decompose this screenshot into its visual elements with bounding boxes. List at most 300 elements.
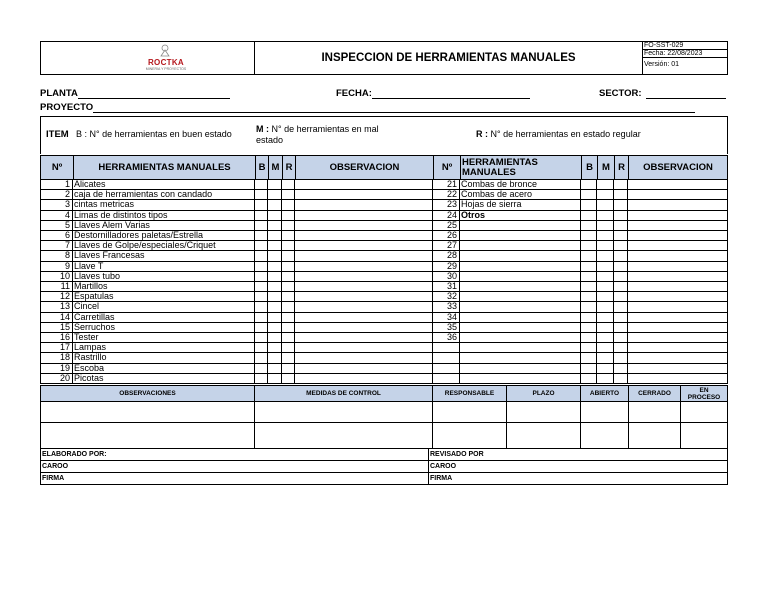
item-number: 29 (433, 262, 460, 272)
observation-cell[interactable] (628, 282, 726, 292)
b-check-cell[interactable] (581, 221, 597, 231)
item-name (460, 251, 581, 261)
m-check-cell[interactable] (268, 241, 282, 251)
m-check-cell[interactable] (268, 200, 282, 210)
item-number: 31 (433, 282, 460, 292)
cargo-right-label: CAROO (430, 463, 457, 470)
item-name (460, 221, 581, 231)
observation-cell[interactable] (295, 292, 433, 302)
b-check-cell[interactable] (255, 302, 268, 312)
item-number: 18 (40, 353, 73, 363)
item-number: 21 (433, 180, 460, 190)
b-check-cell[interactable] (255, 353, 268, 363)
m-check-cell[interactable] (597, 251, 614, 261)
form-title: INSPECCION DE HERRAMIENTAS MANUALES (255, 42, 643, 74)
item-number: 1 (40, 180, 73, 190)
m-check-cell[interactable] (597, 272, 614, 282)
r-check-cell[interactable] (614, 200, 628, 210)
table-row (40, 364, 728, 374)
observation-cell[interactable] (295, 251, 433, 261)
b-check-cell[interactable] (581, 190, 597, 200)
item-number: 9 (40, 262, 73, 272)
m-check-cell[interactable] (597, 211, 614, 221)
b-check-cell[interactable] (581, 272, 597, 282)
observation-cell[interactable] (628, 180, 726, 190)
signature-row-firma[interactable] (41, 473, 727, 485)
r-check-cell[interactable] (282, 262, 295, 272)
item-number: 2 (40, 190, 73, 200)
item-name: Llaves de Golpe/especiales/Criquet (73, 241, 255, 251)
planta-label: PLANTA (40, 88, 78, 99)
b-check-cell[interactable] (581, 343, 597, 353)
r-check-cell[interactable] (614, 364, 628, 374)
item-name: Alicates (73, 180, 255, 190)
b-check-cell[interactable] (255, 262, 268, 272)
b-check-cell[interactable] (581, 313, 597, 323)
signature-row-elaborado[interactable] (41, 449, 727, 461)
obs-cell-observaciones[interactable] (41, 402, 255, 448)
b-check-cell[interactable] (581, 200, 597, 210)
b-check-cell[interactable] (581, 241, 597, 251)
item-number: 17 (40, 343, 73, 353)
legend-r-text: N° de herramientas en estado regular (490, 129, 641, 139)
table-row (40, 353, 728, 363)
logo-cell (41, 42, 255, 74)
r-check-cell[interactable] (282, 282, 295, 292)
obs-header-observaciones: OBSERVACIONES (41, 386, 255, 401)
r-check-cell[interactable] (614, 221, 628, 231)
table-row (40, 190, 728, 200)
legend-m-text: N° de herramientas en mal (271, 124, 379, 134)
m-check-cell[interactable] (268, 251, 282, 261)
m-check-cell[interactable] (268, 353, 282, 363)
form-header (40, 41, 728, 75)
r-check-cell[interactable] (282, 313, 295, 323)
table-row (40, 211, 728, 221)
r-check-cell[interactable] (282, 302, 295, 312)
m-check-cell[interactable] (597, 364, 614, 374)
r-check-cell[interactable] (614, 231, 628, 241)
m-check-cell[interactable] (597, 231, 614, 241)
fecha-field[interactable] (336, 88, 530, 99)
item-number: 10 (40, 272, 73, 282)
header-m-left: M (269, 156, 283, 180)
r-check-cell[interactable] (282, 333, 295, 343)
b-check-cell[interactable] (255, 364, 268, 374)
obs-cell-responsable[interactable] (433, 402, 507, 448)
observation-cell[interactable] (628, 221, 726, 231)
observation-cell[interactable] (628, 313, 726, 323)
r-check-cell[interactable] (614, 353, 628, 363)
b-check-cell[interactable] (255, 241, 268, 251)
m-check-cell[interactable] (268, 323, 282, 333)
m-check-cell[interactable] (268, 190, 282, 200)
item-name: Escoba (73, 364, 255, 374)
r-check-cell[interactable] (614, 272, 628, 282)
sector-label: SECTOR: (599, 88, 642, 99)
r-check-cell[interactable] (614, 241, 628, 251)
item-number (433, 374, 460, 384)
m-check-cell[interactable] (597, 313, 614, 323)
r-check-cell[interactable] (282, 374, 295, 384)
item-number: 23 (433, 200, 460, 210)
item-name: Carretillas (73, 313, 255, 323)
header-tools-right-2: MANUALES (462, 167, 516, 178)
observation-cell[interactable] (628, 292, 726, 302)
observation-cell[interactable] (295, 313, 433, 323)
item-number (433, 364, 460, 374)
item-name: Limas de distintos tipos (73, 211, 255, 221)
r-check-cell[interactable] (282, 241, 295, 251)
obs-cell-abierto[interactable] (581, 402, 629, 448)
obs-header-cerrado: CERRADO (629, 386, 681, 401)
b-check-cell[interactable] (581, 292, 597, 302)
legend-item: ITEM (46, 129, 69, 140)
m-check-cell[interactable] (268, 231, 282, 241)
b-check-cell[interactable] (255, 200, 268, 210)
item-name (460, 292, 581, 302)
r-check-cell[interactable] (282, 292, 295, 302)
r-check-cell[interactable] (614, 251, 628, 261)
m-check-cell[interactable] (597, 180, 614, 190)
observations-header (41, 386, 727, 402)
b-check-cell[interactable] (255, 272, 268, 282)
item-number: 5 (40, 221, 73, 231)
obs-cell-plazo[interactable] (507, 402, 581, 448)
b-check-cell[interactable] (255, 313, 268, 323)
table-row (40, 231, 728, 241)
header-b-right: B (582, 156, 598, 180)
m-check-cell[interactable] (597, 282, 614, 292)
r-check-cell[interactable] (282, 190, 295, 200)
m-check-cell[interactable] (597, 333, 614, 343)
m-check-cell[interactable] (597, 343, 614, 353)
proyecto-line[interactable] (93, 104, 695, 113)
r-check-cell[interactable] (282, 200, 295, 210)
b-check-cell[interactable] (581, 323, 597, 333)
header-obs-right: OBSERVACION (643, 162, 713, 173)
item-number: 19 (40, 364, 73, 374)
observation-cell[interactable] (295, 221, 433, 231)
m-check-cell[interactable] (597, 302, 614, 312)
r-check-cell[interactable] (282, 323, 295, 333)
item-number: 12 (40, 292, 73, 302)
header-r-left: R (283, 156, 296, 180)
observation-cell[interactable] (628, 262, 726, 272)
observation-cell[interactable] (628, 374, 726, 384)
m-check-cell[interactable] (597, 190, 614, 200)
b-check-cell[interactable] (581, 231, 597, 241)
observation-cell[interactable] (628, 343, 726, 353)
observation-cell[interactable] (295, 282, 433, 292)
observations-section (40, 385, 728, 449)
b-check-cell[interactable] (255, 211, 268, 221)
b-check-cell[interactable] (255, 180, 268, 190)
table-row (40, 292, 728, 302)
r-check-cell[interactable] (614, 190, 628, 200)
observation-cell[interactable] (295, 262, 433, 272)
item-name: caja de herramientas con candado (73, 190, 255, 200)
table-row (40, 241, 728, 251)
logo-icon (159, 44, 171, 57)
table-row (40, 343, 728, 353)
m-check-cell[interactable] (597, 292, 614, 302)
r-check-cell[interactable] (614, 313, 628, 323)
observation-cell[interactable] (628, 272, 726, 282)
b-check-cell[interactable] (581, 364, 597, 374)
b-check-cell[interactable] (581, 282, 597, 292)
observation-cell[interactable] (295, 364, 433, 374)
observation-cell[interactable] (295, 272, 433, 282)
observation-cell[interactable] (628, 302, 726, 312)
m-check-cell[interactable] (268, 282, 282, 292)
observation-cell[interactable] (295, 231, 433, 241)
item-number: 25 (433, 221, 460, 231)
observation-cell[interactable] (628, 211, 726, 221)
item-number: 20 (40, 374, 73, 384)
header-num-left: Nº (41, 156, 74, 180)
b-check-cell[interactable] (255, 231, 268, 241)
item-name: Llaves Alem Varias (73, 221, 255, 231)
item-name: Llaves Francesas (73, 251, 255, 261)
table-row (40, 323, 728, 333)
m-check-cell[interactable] (597, 323, 614, 333)
b-check-cell[interactable] (581, 374, 597, 384)
r-check-cell[interactable] (614, 302, 628, 312)
sector-field[interactable] (599, 88, 726, 99)
observation-cell[interactable] (628, 231, 726, 241)
r-check-cell[interactable] (282, 180, 295, 190)
observation-cell[interactable] (295, 343, 433, 353)
item-number (433, 343, 460, 353)
r-check-cell[interactable] (614, 374, 628, 384)
observation-cell[interactable] (295, 323, 433, 333)
observation-cell[interactable] (295, 190, 433, 200)
signature-row-cargo[interactable] (41, 461, 727, 473)
observation-cell[interactable] (295, 374, 433, 384)
m-check-cell[interactable] (268, 374, 282, 384)
item-name (460, 241, 581, 251)
b-check-cell[interactable] (255, 251, 268, 261)
item-number: 11 (40, 282, 73, 292)
item-name (460, 262, 581, 272)
m-check-cell[interactable] (597, 353, 614, 363)
r-check-cell[interactable] (282, 231, 295, 241)
r-check-cell[interactable] (614, 282, 628, 292)
form-meta (643, 42, 727, 74)
signature-section (40, 449, 728, 485)
item-number: 7 (40, 241, 73, 251)
sector-line[interactable] (646, 90, 726, 99)
proyecto-field[interactable] (40, 102, 695, 113)
item-name: Destornilladores paletas/Estrella (73, 231, 255, 241)
item-name: Serruchos (73, 323, 255, 333)
item-number: 16 (40, 333, 73, 343)
table-row (40, 272, 728, 282)
r-check-cell[interactable] (282, 211, 295, 221)
item-name: Combas de bronce (460, 180, 581, 190)
item-number: 13 (40, 302, 73, 312)
header-r-right: R (615, 156, 629, 180)
item-number: 3 (40, 200, 73, 210)
observation-cell[interactable] (628, 353, 726, 363)
m-check-cell[interactable] (597, 221, 614, 231)
planta-line[interactable] (78, 90, 230, 99)
planta-field[interactable] (40, 88, 230, 99)
b-check-cell[interactable] (581, 333, 597, 343)
observation-cell[interactable] (295, 241, 433, 251)
observation-cell[interactable] (628, 251, 726, 261)
item-name (460, 272, 581, 282)
item-name: Llave T (73, 262, 255, 272)
firma-right-label: FIRMA (430, 475, 453, 482)
elaborado-label: ELABORADO POR: (42, 451, 107, 458)
item-number: 22 (433, 190, 460, 200)
m-check-cell[interactable] (597, 241, 614, 251)
item-name: Otros (460, 211, 581, 221)
obs-header-responsable: RESPONSABLE (433, 386, 507, 401)
r-check-cell[interactable] (614, 180, 628, 190)
observation-cell[interactable] (295, 180, 433, 190)
item-name (460, 323, 581, 333)
header-m-right: M (598, 156, 615, 180)
m-check-cell[interactable] (268, 292, 282, 302)
r-check-cell[interactable] (614, 292, 628, 302)
header-tools-right-1: HERRAMIENTAS (462, 157, 538, 168)
item-number: 33 (433, 302, 460, 312)
observation-cell[interactable] (295, 302, 433, 312)
b-check-cell[interactable] (581, 262, 597, 272)
b-check-cell[interactable] (581, 302, 597, 312)
m-check-cell[interactable] (597, 374, 614, 384)
form-date: Fecha: 22/08/2023 (643, 50, 727, 58)
observation-cell[interactable] (628, 364, 726, 374)
item-number: 26 (433, 231, 460, 241)
r-check-cell[interactable] (282, 353, 295, 363)
header-obs-left: OBSERVACION (296, 156, 434, 180)
item-number (433, 353, 460, 363)
m-check-cell[interactable] (597, 262, 614, 272)
m-check-cell[interactable] (268, 302, 282, 312)
item-number: 6 (40, 231, 73, 241)
m-check-cell[interactable] (268, 364, 282, 374)
item-name: Lampas (73, 343, 255, 353)
b-check-cell[interactable] (255, 190, 268, 200)
b-check-cell[interactable] (255, 292, 268, 302)
header-num-right: Nº (434, 156, 461, 180)
item-name: Hojas de sierra (460, 200, 581, 210)
legend-b-text: N° de herramientas en buen estado (89, 129, 232, 139)
b-check-cell[interactable] (255, 282, 268, 292)
r-check-cell[interactable] (282, 364, 295, 374)
fecha-line[interactable] (372, 90, 530, 99)
r-check-cell[interactable] (614, 211, 628, 221)
item-name (460, 353, 581, 363)
r-check-cell[interactable] (282, 221, 295, 231)
obs-cell-cerrado[interactable] (629, 402, 681, 448)
b-check-cell[interactable] (581, 251, 597, 261)
item-name (460, 302, 581, 312)
logo-subtitle: MINERIA Y PROYECTOS (145, 67, 187, 71)
item-name: Martillos (73, 282, 255, 292)
r-check-cell[interactable] (614, 323, 628, 333)
tools-table (40, 155, 728, 384)
r-check-cell[interactable] (282, 272, 295, 282)
b-check-cell[interactable] (255, 343, 268, 353)
r-check-cell[interactable] (282, 343, 295, 353)
item-number: 14 (40, 313, 73, 323)
m-check-cell[interactable] (597, 200, 614, 210)
revisado-label: REVISADO POR (430, 451, 484, 458)
m-check-cell[interactable] (268, 262, 282, 272)
logo-text: ROCTKA (147, 58, 185, 67)
item-name: cintas metricas (73, 200, 255, 210)
item-number: 24 (433, 211, 460, 221)
legend-m (256, 124, 379, 134)
b-check-cell[interactable] (255, 374, 268, 384)
m-check-cell[interactable] (268, 343, 282, 353)
observation-cell[interactable] (295, 211, 433, 221)
r-check-cell[interactable] (282, 251, 295, 261)
m-check-cell[interactable] (268, 272, 282, 282)
b-check-cell[interactable] (581, 353, 597, 363)
observation-cell[interactable] (295, 353, 433, 363)
obs-header-abierto: ABIERTO (581, 386, 629, 401)
b-check-cell[interactable] (255, 323, 268, 333)
m-check-cell[interactable] (268, 333, 282, 343)
item-number: 34 (433, 313, 460, 323)
b-check-cell[interactable] (255, 221, 268, 231)
firma-left-label: FIRMA (42, 475, 65, 482)
table-row (40, 282, 728, 292)
item-number: 8 (40, 251, 73, 261)
item-number: 28 (433, 251, 460, 261)
item-name: Cincel (73, 302, 255, 312)
observation-cell[interactable] (295, 200, 433, 210)
r-check-cell[interactable] (614, 262, 628, 272)
observation-cell[interactable] (628, 323, 726, 333)
b-check-cell[interactable] (581, 180, 597, 190)
m-check-cell[interactable] (268, 180, 282, 190)
item-number: 4 (40, 211, 73, 221)
r-check-cell[interactable] (614, 343, 628, 353)
table-row (40, 313, 728, 323)
m-check-cell[interactable] (268, 313, 282, 323)
observation-cell[interactable] (628, 333, 726, 343)
item-name (460, 313, 581, 323)
observation-cell[interactable] (628, 241, 726, 251)
observation-cell[interactable] (628, 200, 726, 210)
observation-cell[interactable] (628, 190, 726, 200)
obs-cell-en-proceso[interactable] (681, 402, 727, 448)
m-check-cell[interactable] (268, 211, 282, 221)
item-name: Espatulas (73, 292, 255, 302)
legend-b (76, 129, 232, 139)
item-number: 30 (433, 272, 460, 282)
table-row (40, 251, 728, 261)
table-row (40, 180, 728, 190)
m-check-cell[interactable] (268, 221, 282, 231)
b-check-cell[interactable] (581, 211, 597, 221)
observation-cell[interactable] (295, 333, 433, 343)
item-name (460, 343, 581, 353)
b-check-cell[interactable] (255, 333, 268, 343)
proyecto-label: PROYECTO (40, 102, 94, 113)
item-name: Rastrillo (73, 353, 255, 363)
item-number: 35 (433, 323, 460, 333)
r-check-cell[interactable] (614, 333, 628, 343)
obs-cell-medidas[interactable] (255, 402, 433, 448)
